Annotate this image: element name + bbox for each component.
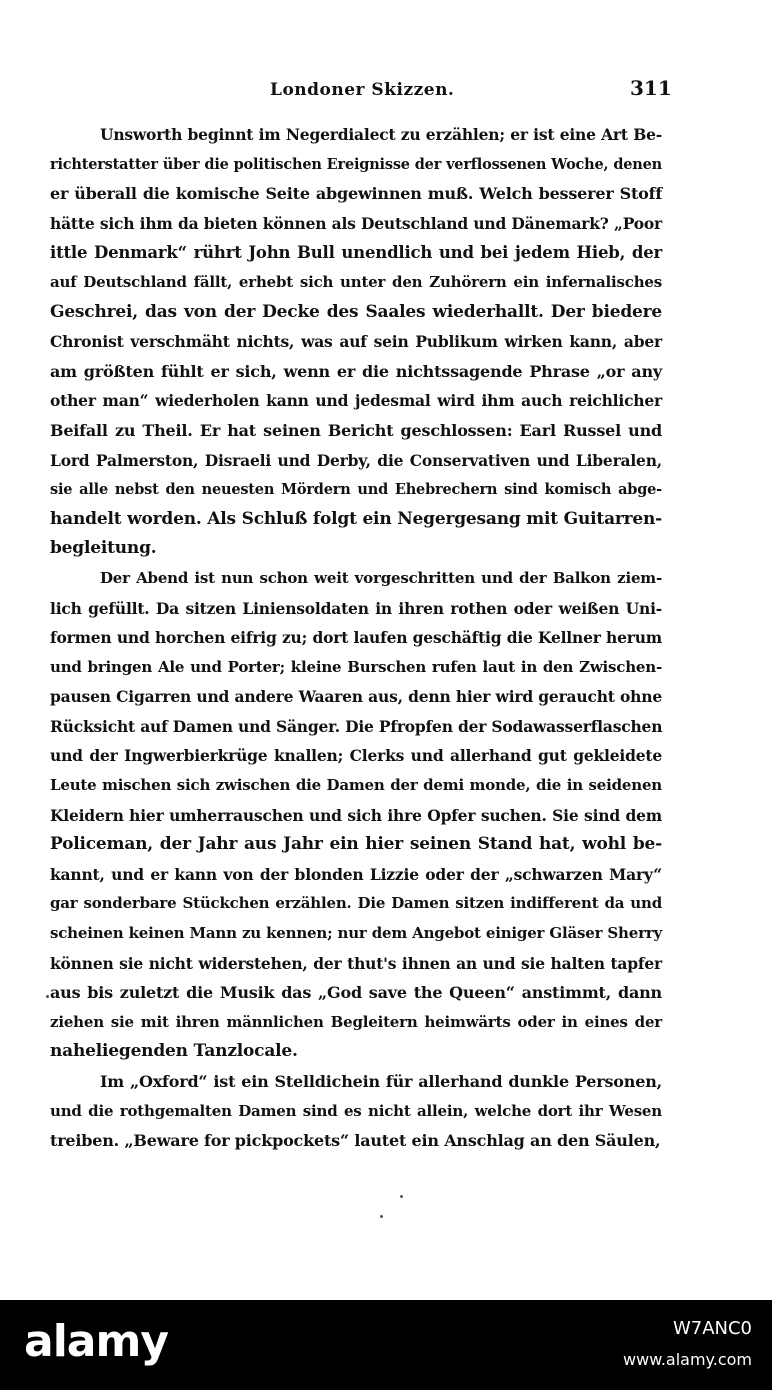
text-line: am größten fühlt er sich, wenn er die nichtssagende Phrase „or any [50, 361, 662, 381]
text-line: begleitung. [50, 538, 157, 559]
running-header [0, 76, 772, 106]
text-line: ittle Denmark“ rührt John Bull unendlich und bei jedem Hieb, der [50, 243, 662, 263]
text-line: pausen Cigarren und andere Waaren aus, denn hier wird geraucht ohne [50, 687, 662, 707]
watermark-url: www.alamy.com [623, 1350, 752, 1369]
text-line: Policeman, der Jahr aus Jahr ein hier seinen Stand hat, wohl be- [50, 834, 662, 855]
stock-watermark-bar [0, 1300, 772, 1390]
print-speck [380, 1215, 383, 1218]
text-line: lich gefüllt. Da sitzen Liniensoldaten in ihren rothen oder weißen Uni- [50, 598, 662, 618]
text-line: ziehen sie mit ihren männlichen Begleitern heimwärts oder in eines der [50, 1012, 662, 1031]
text-line: other man“ wiederholen kann und jedesmal wird ihm auch reichlicher [50, 391, 662, 411]
text-line: und der Ingwerbierkrüge knallen; Clerks und allerhand gut gekleidete [50, 746, 662, 766]
text-line: gar sonderbare Stückchen erzählen. Die Damen sitzen indifferent da und [50, 894, 662, 913]
body-text [50, 120, 662, 1156]
paragraph [50, 120, 662, 564]
paragraph [50, 1067, 662, 1156]
text-line: formen und horchen eifrig zu; dort laufen geschäftig die Kellner herum [50, 628, 662, 648]
text-line: scheinen keinen Mann zu kennen; nur dem Angebot einiger Gläser Sherry [50, 924, 662, 943]
text-line: Im „Oxford“ ist ein Stelldichein für allerhand dunkle Personen, [100, 1072, 662, 1091]
text-line: hätte sich ihm da bieten können als Deutschland und Dänemark? „Poor [50, 213, 662, 233]
text-line: treiben. „Beware for pickpockets“ lautet ein Anschlag an den Säulen, [50, 1131, 661, 1151]
text-line: Der Abend ist nun schon weit vorgeschritten und der Balkon ziem- [100, 568, 662, 587]
print-speck [400, 1195, 403, 1198]
image-code: W7ANC0 [672, 1318, 752, 1339]
alamy-logo: alamy [24, 1316, 168, 1367]
text-line: er überall die komische Seite abgewinnen muß. Welch besserer Stoff [50, 184, 662, 204]
text-line: aus bis zuletzt die Musik das „God save the Queen“ anstimmt, dann [50, 983, 662, 1003]
text-line: sie alle nebst den neuesten Mördern und Ehebrechern sind komisch abge- [50, 481, 662, 499]
running-title: Londoner Skizzen. [270, 80, 455, 100]
text-line: Beifall zu Theil. Er hat seinen Bericht geschlossen: Earl Russel und [50, 420, 662, 440]
text-line: können sie nicht widerstehen, der thut's ihnen an und sie halten tapfer [50, 953, 662, 973]
text-line: richterstatter über die politischen Ereignisse der verflossenen Woche, denen [50, 155, 662, 173]
text-line: Rücksicht auf Damen und Sänger. Die Pfropfen der Sodawasserflaschen [50, 716, 663, 736]
text-line: und bringen Ale und Porter; kleine Burschen rufen laut in den Zwischen- [50, 657, 662, 676]
text-line: Leute mischen sich zwischen die Damen der demi monde, die in seidenen [50, 776, 662, 795]
text-line: handelt worden. Als Schluß folgt ein Negergesang mit Guitarren- [50, 508, 663, 529]
paragraph [50, 564, 662, 1067]
text-line: kannt, und er kann von der blonden Lizzie oder der „schwarzen Mary“ [50, 864, 662, 884]
text-line: naheliegenden Tanzlocale. [50, 1041, 298, 1062]
text-line: Unsworth beginnt im Negerdialect zu erzählen; er ist eine Art Be- [100, 125, 662, 144]
text-line: und die rothgemalten Damen sind es nicht allein, welche dort ihr Wesen [50, 1101, 662, 1120]
text-line: Kleidern hier umherrauschen und sich ihre Opfer suchen. Sie sind dem [50, 805, 662, 825]
page-number: 311 [630, 76, 672, 100]
text-line: Geschrei, das von der Decke des Saales wiederhallt. Der biedere [50, 301, 662, 322]
text-line: auf Deutschland fällt, erhebt sich unter den Zuhörern ein infernalisches [50, 272, 662, 291]
print-speck [46, 995, 49, 998]
text-line: Chronist verschmäht nichts, was auf sein Publikum wirken kann, aber [50, 332, 662, 352]
text-line: Lord Palmerston, Disraeli und Derby, die Conservativen und Liberalen, [50, 450, 662, 470]
